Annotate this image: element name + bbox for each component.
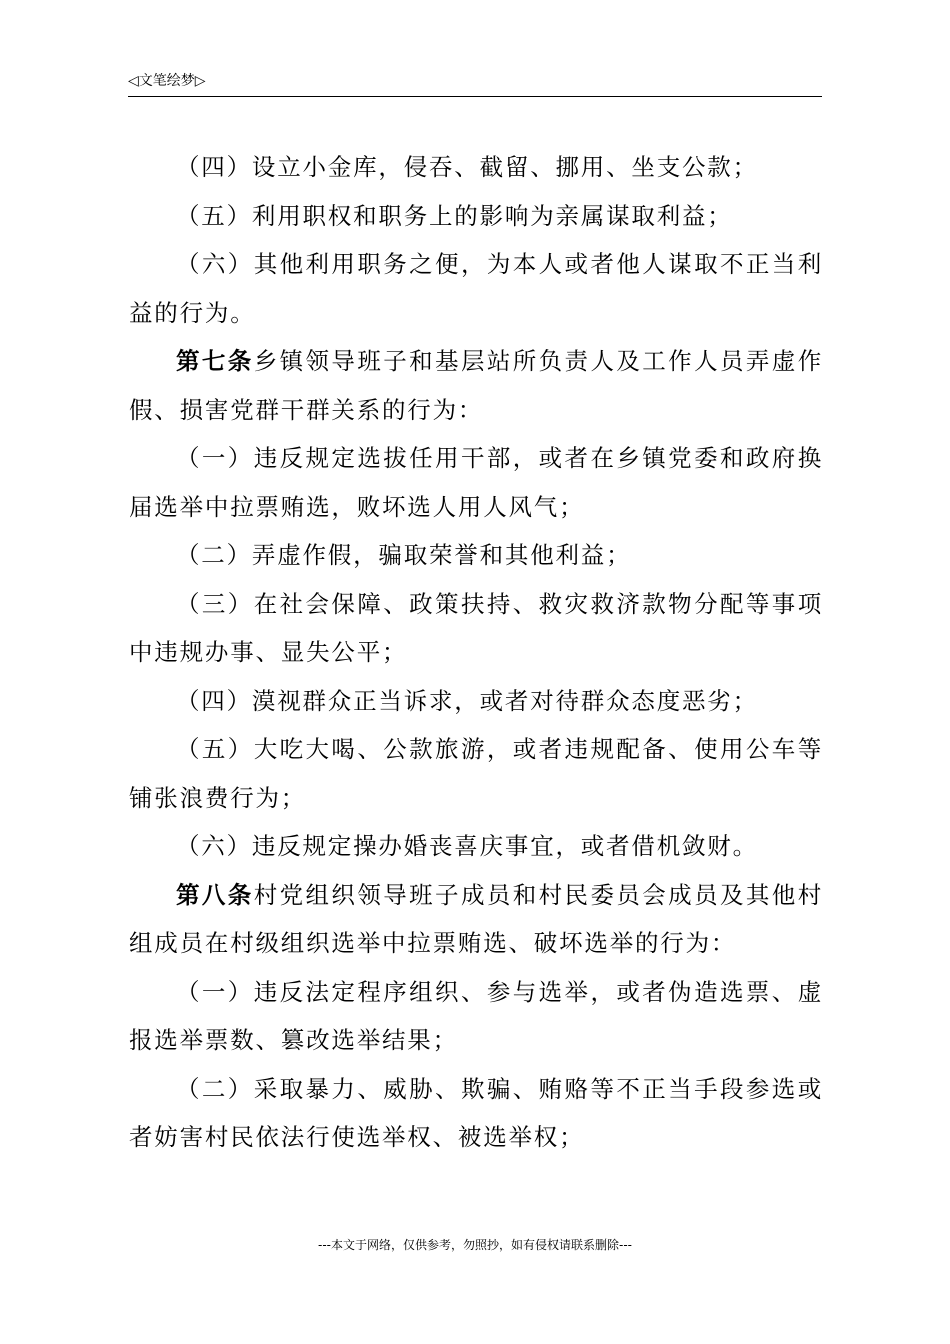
paragraph: （三）在社会保障、政策扶持、救灾救济款物分配等事项中违规办事、显失公平； xyxy=(129,589,823,666)
article-paragraph: 第八条村党组织领导班子成员和村民委员会成员及其他村组成员在村级组织选举中拉票贿选、破坏选举的行为： xyxy=(129,880,823,957)
paragraph: （二）弄虚作假，骗取荣誉和其他利益； xyxy=(176,541,632,569)
article-number: 第八条 xyxy=(176,880,254,909)
paragraph: （四）设立小金库，侵吞、截留、挪用、坐支公款； xyxy=(176,153,758,181)
left-triangle-icon: ◁ xyxy=(128,73,139,89)
paragraph: （五）利用职权和职务上的影响为亲属谋取利益； xyxy=(176,201,733,230)
paragraph: （六）其他利用职务之便，为本人或者他人谋取不正当利益的行为。 xyxy=(129,250,823,327)
page-footer: ---本文于网络，仅供参考，勿照抄，如有侵权请联系删除--- xyxy=(318,1238,632,1252)
article-number: 第七条 xyxy=(176,347,254,375)
paragraph: （五）大吃大喝、公款旅游，或者违规配备、使用公车等铺张浪费行为； xyxy=(129,735,823,812)
paragraph: （一）违反法定程序组织、参与选举，或者伪造选票、虚报选举票数、篡改选举结果； xyxy=(129,977,823,1054)
article-paragraph: 第七条乡镇领导班子和基层站所负责人及工作人员弄虚作假、损害党群干群关系的行为： xyxy=(129,347,823,424)
header-title: 文笔绘梦 xyxy=(138,73,195,89)
document-body xyxy=(129,143,823,1162)
paragraph: （一）违反规定选拔任用干部，或者在乡镇党委和政府换届选举中拉票贿选，败坏选人用人风气； xyxy=(129,444,823,521)
right-triangle-icon: ▷ xyxy=(194,73,206,89)
paragraph: （四）漠视群众正当诉求，或者对待群众态度恶劣； xyxy=(176,686,758,715)
page-header xyxy=(128,72,822,97)
paragraph: （六）违反规定操办婚丧喜庆事宜，或者借机敛财。 xyxy=(176,832,758,860)
paragraph: （二）采取暴力、威胁、欺骗、贿赂等不正当手段参选或者妨害村民依法行使选举权、被选举权； xyxy=(129,1074,823,1151)
